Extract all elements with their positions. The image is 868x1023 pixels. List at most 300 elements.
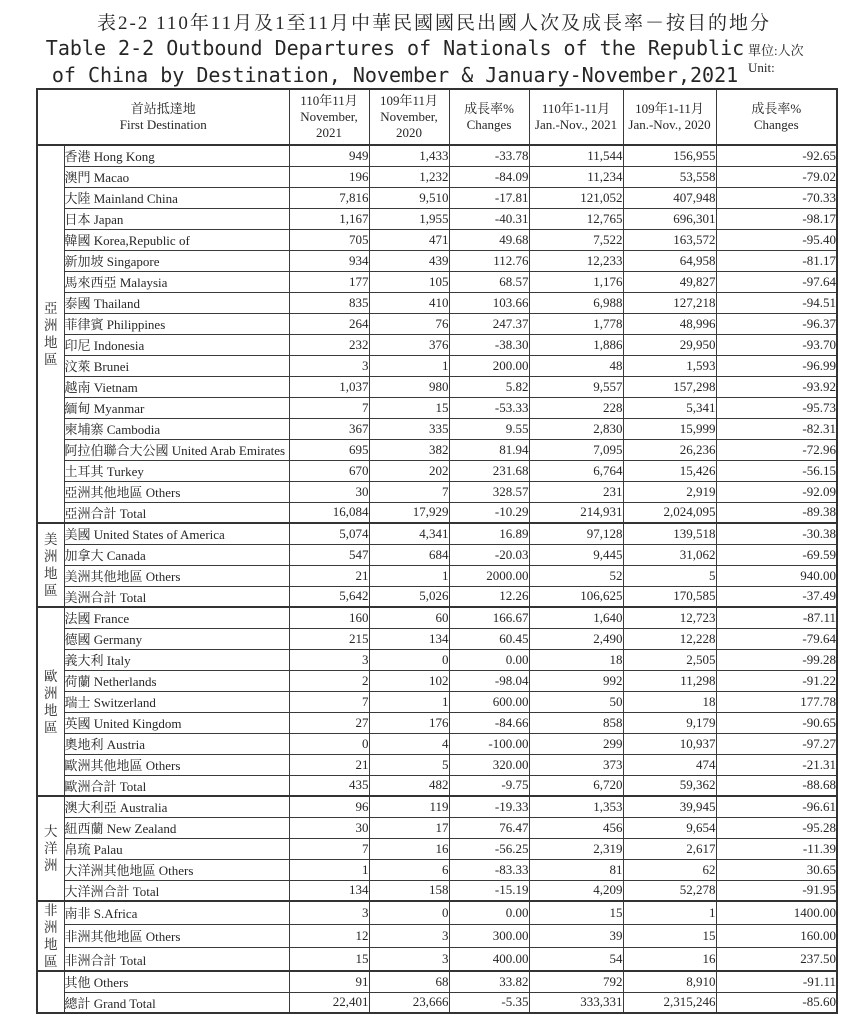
value-cell: 696,301 [623, 208, 716, 229]
value-cell: 60.45 [449, 628, 529, 649]
value-cell: 30 [289, 481, 369, 502]
value-cell: -95.73 [716, 397, 837, 418]
value-cell: -56.25 [449, 838, 529, 859]
value-cell: 22,401 [289, 992, 369, 1013]
table-row [37, 775, 837, 796]
destination-cell: 日本 Japan [64, 208, 289, 229]
region-label-char: 非 [44, 903, 58, 918]
destination-cell: 泰國 Thailand [64, 292, 289, 313]
header-line: 2021 [316, 125, 342, 140]
value-cell: 15 [529, 901, 623, 924]
table-row [37, 691, 837, 712]
value-cell: 367 [289, 418, 369, 439]
table-body [37, 145, 837, 1013]
table-row [37, 502, 837, 523]
value-cell: 12.26 [449, 586, 529, 607]
table-row [37, 859, 837, 880]
value-cell: 105 [369, 271, 449, 292]
value-cell: -17.81 [449, 187, 529, 208]
value-cell: 547 [289, 544, 369, 565]
value-cell: 4,341 [369, 523, 449, 544]
destination-cell: 土耳其 Turkey [64, 460, 289, 481]
destination-cell: 歐洲合計 Total [64, 775, 289, 796]
unit-label-chinese: 單位:人次 [748, 43, 804, 58]
value-cell: 2,830 [529, 418, 623, 439]
destination-cell: 澳大利亞 Australia [64, 796, 289, 817]
value-cell: 5 [623, 565, 716, 586]
value-cell: 30 [289, 817, 369, 838]
header-line: Changes [466, 117, 512, 132]
value-cell: -99.28 [716, 649, 837, 670]
destination-cell: 大陸 Mainland China [64, 187, 289, 208]
value-cell: -96.99 [716, 355, 837, 376]
value-cell: -92.09 [716, 481, 837, 502]
value-cell: 134 [369, 628, 449, 649]
value-cell: -89.38 [716, 502, 837, 523]
value-cell: 60 [369, 607, 449, 628]
value-cell: -90.65 [716, 712, 837, 733]
departures-table [36, 88, 838, 1014]
region-label-char: 區 [44, 352, 58, 367]
region-label-char: 洲 [44, 549, 58, 564]
table-row [37, 670, 837, 691]
value-cell: 177 [289, 271, 369, 292]
value-cell: 2,319 [529, 838, 623, 859]
value-cell: 1,167 [289, 208, 369, 229]
value-cell: 7,095 [529, 439, 623, 460]
value-cell: -88.68 [716, 775, 837, 796]
destination-cell: 柬埔寨 Cambodia [64, 418, 289, 439]
value-cell: 7 [289, 838, 369, 859]
destination-cell: 義大利 Italy [64, 649, 289, 670]
value-cell: -85.60 [716, 992, 837, 1013]
value-cell: 102 [369, 670, 449, 691]
value-cell: 9,654 [623, 817, 716, 838]
table-row [37, 271, 837, 292]
value-cell: -83.33 [449, 859, 529, 880]
header-line: Changes [753, 117, 799, 132]
value-cell: -21.31 [716, 754, 837, 775]
value-cell: 12,723 [623, 607, 716, 628]
destination-cell: 瑞士 Switzerland [64, 691, 289, 712]
value-cell: 299 [529, 733, 623, 754]
value-cell: 684 [369, 544, 449, 565]
destination-cell: 美國 United States of America [64, 523, 289, 544]
value-cell: 39 [529, 924, 623, 947]
table-row [37, 948, 837, 971]
value-cell: 21 [289, 565, 369, 586]
value-cell: 934 [289, 250, 369, 271]
value-cell: 600.00 [449, 691, 529, 712]
value-cell: 705 [289, 229, 369, 250]
value-cell: 1,640 [529, 607, 623, 628]
header-line: 110年11月 [300, 93, 358, 108]
value-cell: 59,362 [623, 775, 716, 796]
value-cell: -84.66 [449, 712, 529, 733]
region-label-char: 洲 [44, 318, 58, 333]
value-cell: 1,176 [529, 271, 623, 292]
table-title-english-line1: Table 2-2 Outbound Departures of Nationals of the Republic [45, 36, 745, 60]
value-cell: -11.39 [716, 838, 837, 859]
value-cell: 12,233 [529, 250, 623, 271]
value-cell: -93.92 [716, 376, 837, 397]
value-cell: 127,218 [623, 292, 716, 313]
value-cell: 264 [289, 313, 369, 334]
region-label-char: 美 [44, 532, 58, 547]
destination-cell: 亞洲其他地區 Others [64, 481, 289, 502]
value-cell: 0.00 [449, 901, 529, 924]
value-cell: -98.04 [449, 670, 529, 691]
value-cell: 5.82 [449, 376, 529, 397]
region-group-label-0 [37, 145, 64, 523]
value-cell: 16 [369, 838, 449, 859]
header-line: 成長率% [751, 101, 802, 116]
value-cell: 1 [369, 691, 449, 712]
table-row [37, 838, 837, 859]
value-cell: 54 [529, 948, 623, 971]
value-cell: 835 [289, 292, 369, 313]
table-row [37, 544, 837, 565]
value-cell: 121,052 [529, 187, 623, 208]
value-cell: 12,228 [623, 628, 716, 649]
destination-cell: 越南 Vietnam [64, 376, 289, 397]
value-cell: 21 [289, 754, 369, 775]
value-cell: 166.67 [449, 607, 529, 628]
table-row [37, 397, 837, 418]
table-row [37, 971, 837, 992]
value-cell: 196 [289, 166, 369, 187]
value-cell: 949 [289, 145, 369, 166]
value-cell: -72.96 [716, 439, 837, 460]
value-cell: 139,518 [623, 523, 716, 544]
value-cell: 200.00 [449, 355, 529, 376]
table-row [37, 166, 837, 187]
destination-cell: 大洋洲合計 Total [64, 880, 289, 901]
value-cell: -15.19 [449, 880, 529, 901]
value-cell: 112.76 [449, 250, 529, 271]
value-cell: -79.64 [716, 628, 837, 649]
value-cell: 2000.00 [449, 565, 529, 586]
value-cell: -87.11 [716, 607, 837, 628]
value-cell: 10,937 [623, 733, 716, 754]
region-label-char: 洋 [44, 841, 58, 856]
value-cell: 15,426 [623, 460, 716, 481]
value-cell: 6,764 [529, 460, 623, 481]
region-group-label-2 [37, 607, 64, 796]
destination-cell: 紐西蘭 New Zealand [64, 817, 289, 838]
value-cell: 12,765 [529, 208, 623, 229]
value-cell: 23,666 [369, 992, 449, 1013]
header-line: November, [380, 109, 438, 124]
table-title-english-line2: of China by Destination, November & January-November,2021 [51, 63, 739, 87]
value-cell: 6,988 [529, 292, 623, 313]
header-line: 109年1-11月 [635, 101, 704, 116]
value-cell: 156,955 [623, 145, 716, 166]
value-cell: 7 [289, 691, 369, 712]
value-cell: 16.89 [449, 523, 529, 544]
header-column-5 [716, 89, 837, 145]
value-cell: 2,024,095 [623, 502, 716, 523]
value-cell: -98.17 [716, 208, 837, 229]
header-line: November, [300, 109, 358, 124]
value-cell: 15 [623, 924, 716, 947]
value-cell: 3 [289, 649, 369, 670]
destination-cell: 非洲其他地區 Others [64, 924, 289, 947]
value-cell: 1,232 [369, 166, 449, 187]
table-row [37, 292, 837, 313]
table-row [37, 712, 837, 733]
table-title-chinese: 表2-2 110年11月及1至11月中華民國國民出國人次及成長率－按目的地分 [97, 13, 771, 34]
value-cell: 474 [623, 754, 716, 775]
value-cell: 81 [529, 859, 623, 880]
value-cell: 3 [289, 355, 369, 376]
value-cell: 792 [529, 971, 623, 992]
value-cell: 232 [289, 334, 369, 355]
region-label-char: 大 [44, 824, 58, 839]
destination-cell: 韓國 Korea,Republic of [64, 229, 289, 250]
destination-cell: 英國 United Kingdom [64, 712, 289, 733]
value-cell: 49,827 [623, 271, 716, 292]
value-cell: 176 [369, 712, 449, 733]
value-cell: 160 [289, 607, 369, 628]
value-cell: 4,209 [529, 880, 623, 901]
value-cell: 49.68 [449, 229, 529, 250]
value-cell: -56.15 [716, 460, 837, 481]
value-cell: 97,128 [529, 523, 623, 544]
value-cell: 1 [369, 565, 449, 586]
region-label-char: 地 [44, 335, 58, 350]
header-column-2 [449, 89, 529, 145]
value-cell: 3 [369, 948, 449, 971]
value-cell: 11,234 [529, 166, 623, 187]
table-row [37, 229, 837, 250]
table-row [37, 649, 837, 670]
table-row [37, 817, 837, 838]
value-cell: 333,331 [529, 992, 623, 1013]
value-cell: -91.22 [716, 670, 837, 691]
value-cell: 1,593 [623, 355, 716, 376]
table-row [37, 992, 837, 1013]
destination-cell: 新加坡 Singapore [64, 250, 289, 271]
value-cell: -91.11 [716, 971, 837, 992]
value-cell: 81.94 [449, 439, 529, 460]
value-cell: -95.28 [716, 817, 837, 838]
value-cell: -92.65 [716, 145, 837, 166]
value-cell: 158 [369, 880, 449, 901]
header-line: 110年1-11月 [541, 101, 611, 116]
destination-cell: 汶萊 Brunei [64, 355, 289, 376]
header-row [37, 89, 837, 145]
value-cell: 410 [369, 292, 449, 313]
region-label-char: 區 [44, 954, 58, 969]
value-cell: -100.00 [449, 733, 529, 754]
region-label-char: 區 [44, 719, 58, 735]
value-cell: -5.35 [449, 992, 529, 1013]
header-first-destination-en: First Destination [119, 117, 207, 132]
value-cell: -37.49 [716, 586, 837, 607]
destination-cell: 總計 Grand Total [64, 992, 289, 1013]
value-cell: 237.50 [716, 948, 837, 971]
table-row [37, 250, 837, 271]
destination-cell: 美洲其他地區 Others [64, 565, 289, 586]
value-cell: 68.57 [449, 271, 529, 292]
table-row [37, 355, 837, 376]
value-cell: 29,950 [623, 334, 716, 355]
value-cell: 992 [529, 670, 623, 691]
header-line: 成長率% [464, 101, 514, 116]
value-cell: 26,236 [623, 439, 716, 460]
header-column-1 [369, 89, 449, 145]
value-cell: 6,720 [529, 775, 623, 796]
value-cell: 177.78 [716, 691, 837, 712]
table-row [37, 586, 837, 607]
value-cell: 5,074 [289, 523, 369, 544]
value-cell: 160.00 [716, 924, 837, 947]
value-cell: -96.61 [716, 796, 837, 817]
destination-cell: 亞洲合計 Total [64, 502, 289, 523]
value-cell: 7 [289, 397, 369, 418]
table-row [37, 628, 837, 649]
value-cell: 7 [369, 481, 449, 502]
value-cell: 62 [623, 859, 716, 880]
value-cell: 215 [289, 628, 369, 649]
value-cell: 1 [369, 355, 449, 376]
region-label-char: 區 [44, 583, 58, 598]
value-cell: 202 [369, 460, 449, 481]
destination-cell: 阿拉伯聯合大公國 United Arab Emirates [64, 439, 289, 460]
header-first-destination-zh: 首站抵達地 [130, 101, 196, 116]
value-cell: 300.00 [449, 924, 529, 947]
value-cell: -69.59 [716, 544, 837, 565]
value-cell: 33.82 [449, 971, 529, 992]
unit-label-english: Unit: [748, 60, 775, 75]
region-label-char: 洲 [44, 858, 58, 873]
value-cell: 400.00 [449, 948, 529, 971]
value-cell: 4 [369, 733, 449, 754]
table-row [37, 607, 837, 628]
value-cell: -95.40 [716, 229, 837, 250]
value-cell: 335 [369, 418, 449, 439]
region-group-label-1 [37, 523, 64, 607]
table-row [37, 376, 837, 397]
value-cell: 0.00 [449, 649, 529, 670]
value-cell: 231.68 [449, 460, 529, 481]
value-cell: 11,298 [623, 670, 716, 691]
table-row [37, 880, 837, 901]
value-cell: -97.27 [716, 733, 837, 754]
value-cell: 2,490 [529, 628, 623, 649]
destination-cell: 法國 France [64, 607, 289, 628]
region-label-char: 洲 [44, 920, 58, 935]
destination-cell: 德國 Germany [64, 628, 289, 649]
table-row [37, 924, 837, 947]
table-row [37, 733, 837, 754]
region-group-label-4 [37, 901, 64, 971]
value-cell: -94.51 [716, 292, 837, 313]
table-row [37, 901, 837, 924]
value-cell: 407,948 [623, 187, 716, 208]
value-cell: 27 [289, 712, 369, 733]
header-line: 2020 [396, 125, 422, 140]
value-cell: 30.65 [716, 859, 837, 880]
value-cell: 48,996 [623, 313, 716, 334]
value-cell: 1 [623, 901, 716, 924]
destination-cell: 緬甸 Myanmar [64, 397, 289, 418]
value-cell: 435 [289, 775, 369, 796]
header-column-0 [289, 89, 369, 145]
value-cell: 228 [529, 397, 623, 418]
value-cell: 2,315,246 [623, 992, 716, 1013]
value-cell: -79.02 [716, 166, 837, 187]
value-cell: 376 [369, 334, 449, 355]
value-cell: 48 [529, 355, 623, 376]
value-cell: 64,958 [623, 250, 716, 271]
value-cell: 157,298 [623, 376, 716, 397]
value-cell: 9,510 [369, 187, 449, 208]
value-cell: -70.33 [716, 187, 837, 208]
value-cell: 15 [289, 948, 369, 971]
value-cell: -40.31 [449, 208, 529, 229]
value-cell: 163,572 [623, 229, 716, 250]
value-cell: 9,557 [529, 376, 623, 397]
value-cell: 3 [369, 924, 449, 947]
value-cell: 52,278 [623, 880, 716, 901]
value-cell: -9.75 [449, 775, 529, 796]
value-cell: 382 [369, 439, 449, 460]
value-cell: 439 [369, 250, 449, 271]
value-cell: 2,617 [623, 838, 716, 859]
value-cell: -38.30 [449, 334, 529, 355]
value-cell: 9.55 [449, 418, 529, 439]
value-cell: 106,625 [529, 586, 623, 607]
table-row [37, 313, 837, 334]
value-cell: 11,544 [529, 145, 623, 166]
region-label-char: 亞 [44, 301, 58, 316]
value-cell: 980 [369, 376, 449, 397]
table-row [37, 523, 837, 544]
destination-cell: 南非 S.Africa [64, 901, 289, 924]
destination-cell: 香港 Hong Kong [64, 145, 289, 166]
value-cell: 1,353 [529, 796, 623, 817]
value-cell: -19.33 [449, 796, 529, 817]
value-cell: 247.37 [449, 313, 529, 334]
value-cell: -97.64 [716, 271, 837, 292]
table-row [37, 460, 837, 481]
value-cell: 17,929 [369, 502, 449, 523]
value-cell: 1,778 [529, 313, 623, 334]
region-label-char: 地 [44, 937, 58, 952]
destination-cell: 大洋洲其他地區 Others [64, 859, 289, 880]
table-row [37, 796, 837, 817]
table-row [37, 145, 837, 166]
value-cell: 320.00 [449, 754, 529, 775]
header-line: Jan.-Nov., 2020 [628, 117, 711, 132]
destination-cell: 其他 Others [64, 971, 289, 992]
region-group-label-5 [37, 971, 64, 1013]
destination-cell: 美洲合計 Total [64, 586, 289, 607]
destination-cell: 菲律賓 Philippines [64, 313, 289, 334]
value-cell: 8,910 [623, 971, 716, 992]
value-cell: -91.95 [716, 880, 837, 901]
value-cell: 52 [529, 565, 623, 586]
value-cell: 39,945 [623, 796, 716, 817]
table-row [37, 481, 837, 502]
value-cell: 53,558 [623, 166, 716, 187]
value-cell: 68 [369, 971, 449, 992]
header-line: 109年11月 [379, 93, 439, 108]
value-cell: 2 [289, 670, 369, 691]
value-cell: 482 [369, 775, 449, 796]
